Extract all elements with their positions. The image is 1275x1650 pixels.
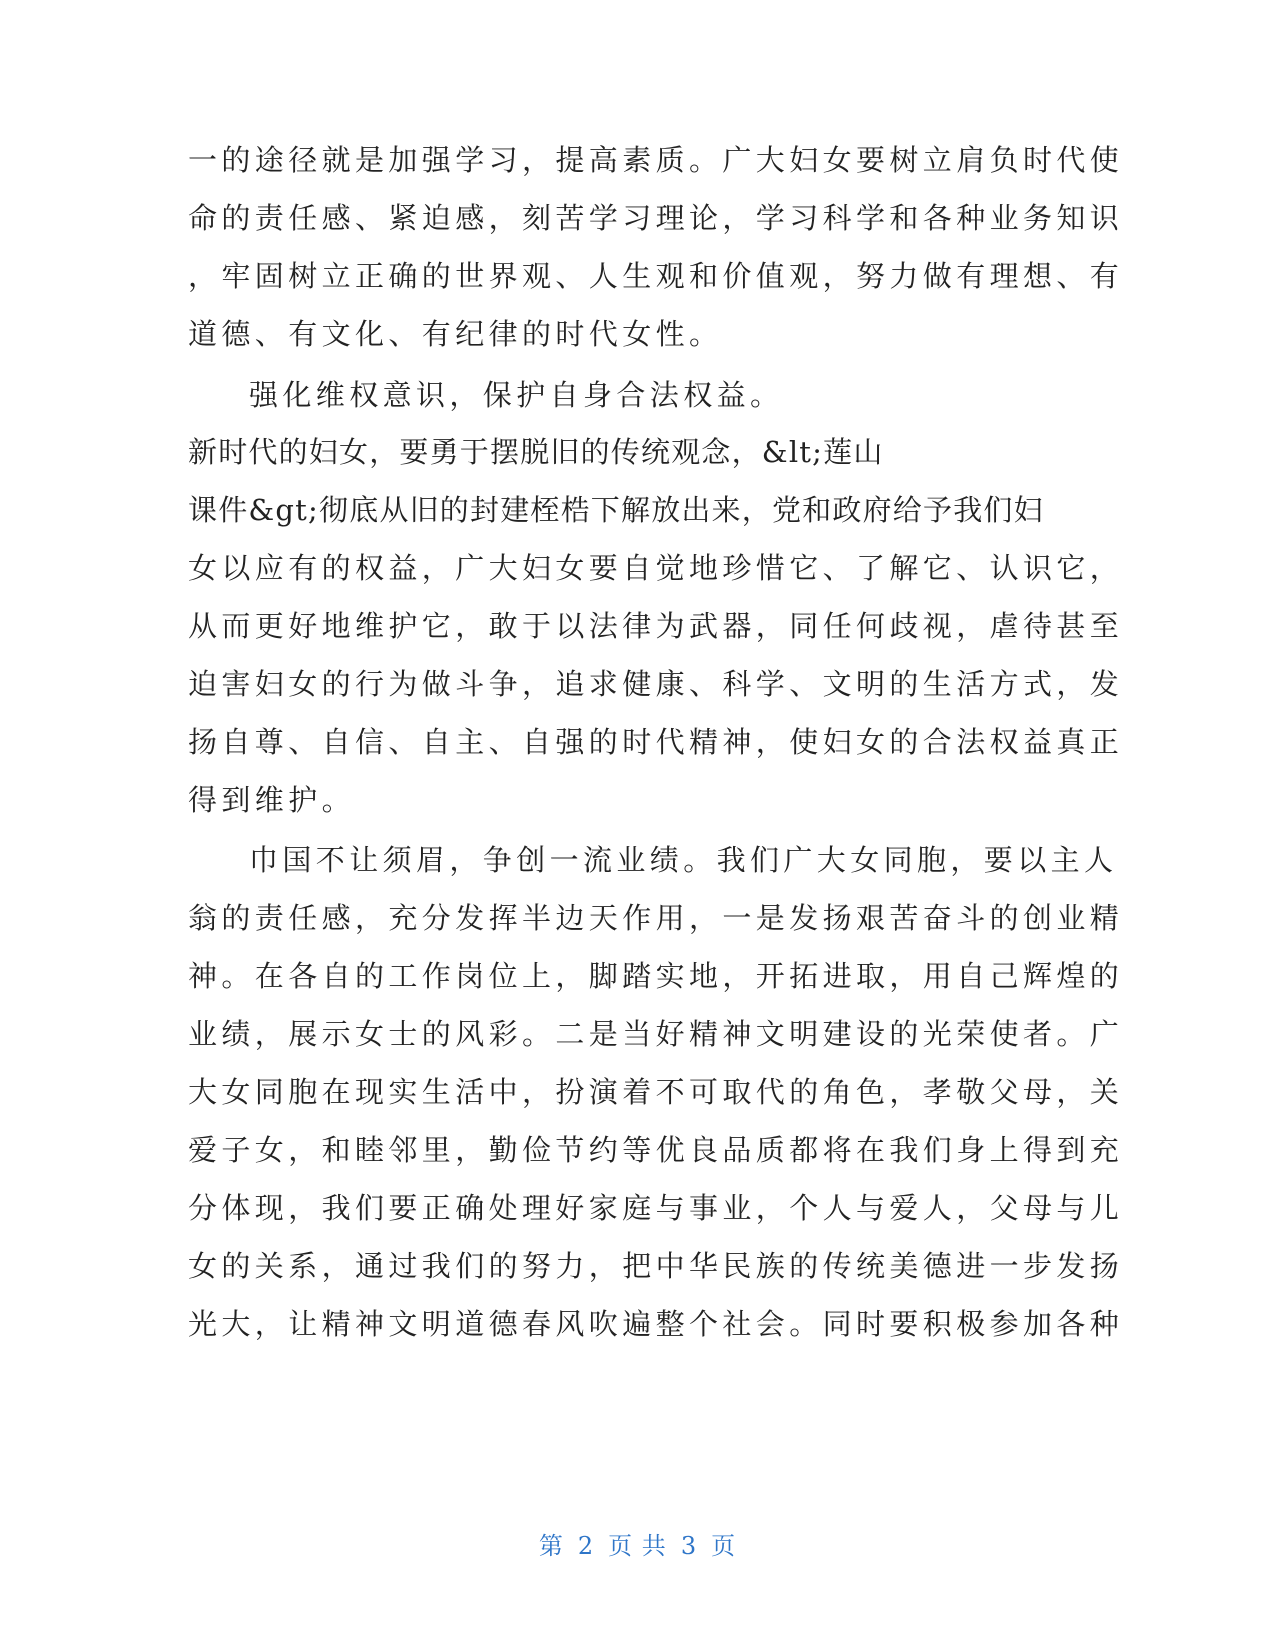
current-page-number: 2	[577, 1532, 595, 1560]
body-text-line: 道德、有文化、有纪律的时代女性。	[188, 317, 723, 351]
footer-prefix: 第	[538, 1532, 564, 1560]
total-pages-number: 3	[680, 1532, 698, 1560]
footer-suffix: 页	[711, 1532, 737, 1560]
body-text-line: 光大，让精神文明道德春风吹遍整个社会。同时要积极参加各种	[188, 1307, 1124, 1341]
body-text-line: ，牢固树立正确的世界观、人生观和价值观，努力做有理想、有	[188, 259, 1124, 293]
body-text-line: 女以应有的权益，广大妇女要自觉地珍惜它、了解它、认识它，	[188, 551, 1124, 585]
body-text-line: 课件&gt;彻底从旧的封建桎梏下解放出来，党和政府给予我们妇	[188, 493, 1044, 527]
body-text-line: 大女同胞在现实生活中，扮演着不可取代的角色，孝敬父母，关	[188, 1075, 1124, 1109]
body-text-line: 分体现，我们要正确处理好家庭与事业，个人与爱人，父母与儿	[188, 1191, 1124, 1225]
body-text-line: 得到维护。	[188, 783, 356, 817]
body-text-line: 扬自尊、自信、自主、自强的时代精神，使妇女的合法权益真正	[188, 725, 1124, 759]
paragraph-first-line: 巾国不让须眉，争创一流业绩。我们广大女同胞，要以主人	[249, 843, 1118, 877]
body-text-line: 命的责任感、紧迫感，刻苦学习理论，学习科学和各种业务知识	[188, 201, 1124, 235]
footer-mid: 页 共	[608, 1532, 667, 1560]
body-text-line: 翁的责任感，充分发挥半边天作用，一是发扬艰苦奋斗的创业精	[188, 901, 1124, 935]
body-text-line: 迫害妇女的行为做斗争，追求健康、科学、文明的生活方式，发	[188, 667, 1124, 701]
body-text-line: 神。在各自的工作岗位上，脚踏实地，开拓进取，用自己辉煌的	[188, 959, 1124, 993]
body-text-line: 新时代的妇女，要勇于摆脱旧的传统观念，&lt;莲山	[188, 435, 884, 469]
body-text-line: 从而更好地维护它，敢于以法律为武器，同任何歧视，虐待甚至	[188, 609, 1124, 643]
paragraph-heading-line: 强化维权意识，保护自身合法权益。	[249, 378, 784, 412]
body-text-line: 一的途径就是加强学习，提高素质。广大妇女要树立肩负时代使	[188, 143, 1124, 177]
body-text-line: 女的关系，通过我们的努力，把中华民族的传统美德进一步发扬	[188, 1249, 1124, 1283]
page-footer	[0, 1526, 1275, 1566]
body-text-line: 爱子女，和睦邻里，勤俭节约等优良品质都将在我们身上得到充	[188, 1133, 1124, 1167]
body-text-line: 业绩，展示女士的风彩。二是当好精神文明建设的光荣使者。广	[188, 1017, 1124, 1051]
